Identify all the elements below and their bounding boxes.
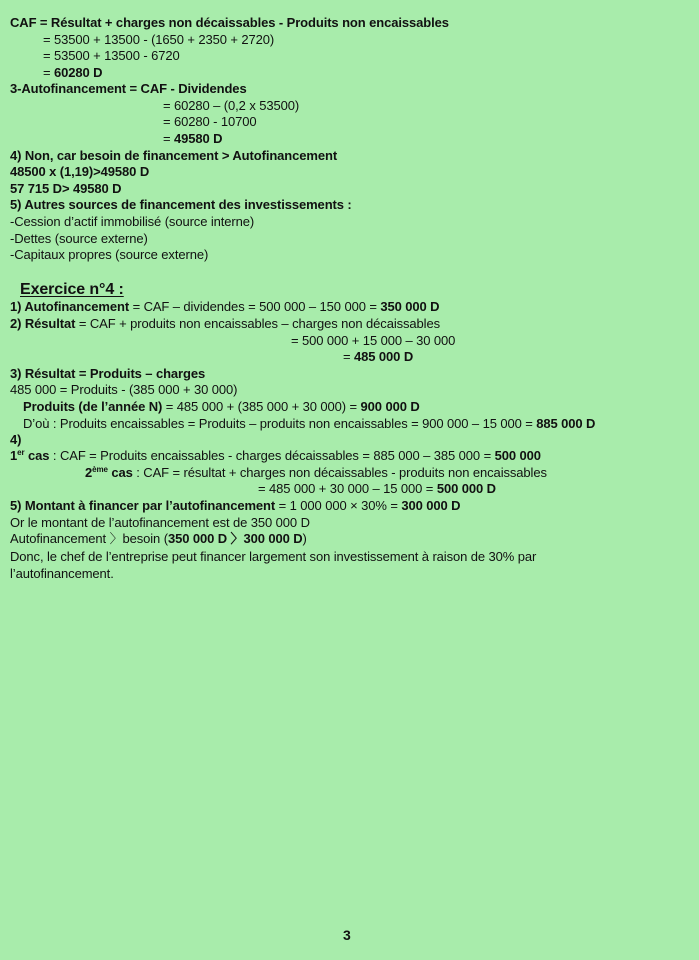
caf-line-2: = 53500 + 13500 - 6720	[43, 48, 180, 63]
ex4-case-2-line-2: = 485 000 + 30 000 – 15 000 = 500 000 D	[258, 481, 496, 496]
ex4-q5-line-3: Autofinancement 〉besoin (350 000 D 〉300 000 D)	[10, 531, 307, 546]
ex4-case-1: 1er cas : CAF = Produits encaissables - charges décaissables = 885 000 – 385 000 = 500 000	[10, 448, 541, 463]
q3-result: = 49580 D	[163, 131, 223, 146]
ex4-q1: 1) Autofinancement = CAF – dividendes = 500 000 – 150 000 = 350 000 D	[10, 299, 440, 314]
ex4-q2-line-2: = 500 000 + 15 000 – 30 000	[291, 333, 456, 348]
q3-heading: 3-Autofinancement = CAF - Dividendes	[10, 81, 247, 96]
ex4-q3-heading: 3) Résultat = Produits – charges	[10, 366, 206, 381]
ex4-q5-line-2: Or le montant de l’autofinancement est de 350 000 D	[10, 515, 310, 530]
q5-item: -Cession d’actif immobilisé (source interne)	[10, 214, 255, 229]
q3-line-1: = 60280 – (0,2 x 53500)	[163, 98, 300, 113]
caf-result: = 60280 D	[43, 65, 103, 80]
q5-item: -Capitaux propres (source externe)	[10, 247, 209, 262]
q4-line-1: 48500 x (1,19)>49580 D	[10, 164, 150, 179]
ex4-q3-line-3: D’où : Produits encaissables = Produits – produits non encaissables = 900 000 – 15 000 = 885 000 D	[23, 416, 596, 431]
ex4-q4-heading: 4)	[10, 432, 22, 447]
ex4-q5: 5) Montant à financer par l’autofinancement = 1 000 000 × 30% = 300 000 D	[10, 498, 461, 513]
q5-item: -Dettes (source externe)	[10, 231, 148, 246]
conclusion-line-1: Donc, le chef de l’entreprise peut financer largement son investissement à raison de 30% par	[10, 549, 537, 564]
exercise-4-title: Exercice n°4 :	[20, 281, 124, 298]
page-number: 3	[343, 927, 351, 943]
ex4-case-2: 2ème cas : CAF = résultat + charges non décaissables - produits non encaissables	[85, 465, 547, 480]
caf-line-1: = 53500 + 13500 - (1650 + 2350 + 2720)	[43, 32, 275, 47]
q4-line-2: 57 715 D> 49580 D	[10, 181, 122, 196]
caf-heading: CAF = Résultat + charges non décaissables - Produits non encaissables	[10, 15, 449, 30]
q4-heading: 4) Non, car besoin de financement > Autofinancement	[10, 148, 338, 163]
ex4-q2-result: = 485 000 D	[343, 349, 414, 364]
conclusion-line-2: l’autofinancement.	[10, 566, 114, 581]
ex4-q3-line-2: Produits (de l’année N) = 485 000 + (385 000 + 30 000) = 900 000 D	[23, 399, 420, 414]
ex4-q2: 2) Résultat = CAF + produits non encaissables – charges non décaissables	[10, 316, 440, 331]
q3-line-2: = 60280 - 10700	[163, 114, 257, 129]
q5-heading: 5) Autres sources de financement des investissements :	[10, 197, 352, 212]
ex4-q3-line-1: 485 000 = Produits - (385 000 + 30 000)	[10, 382, 238, 397]
